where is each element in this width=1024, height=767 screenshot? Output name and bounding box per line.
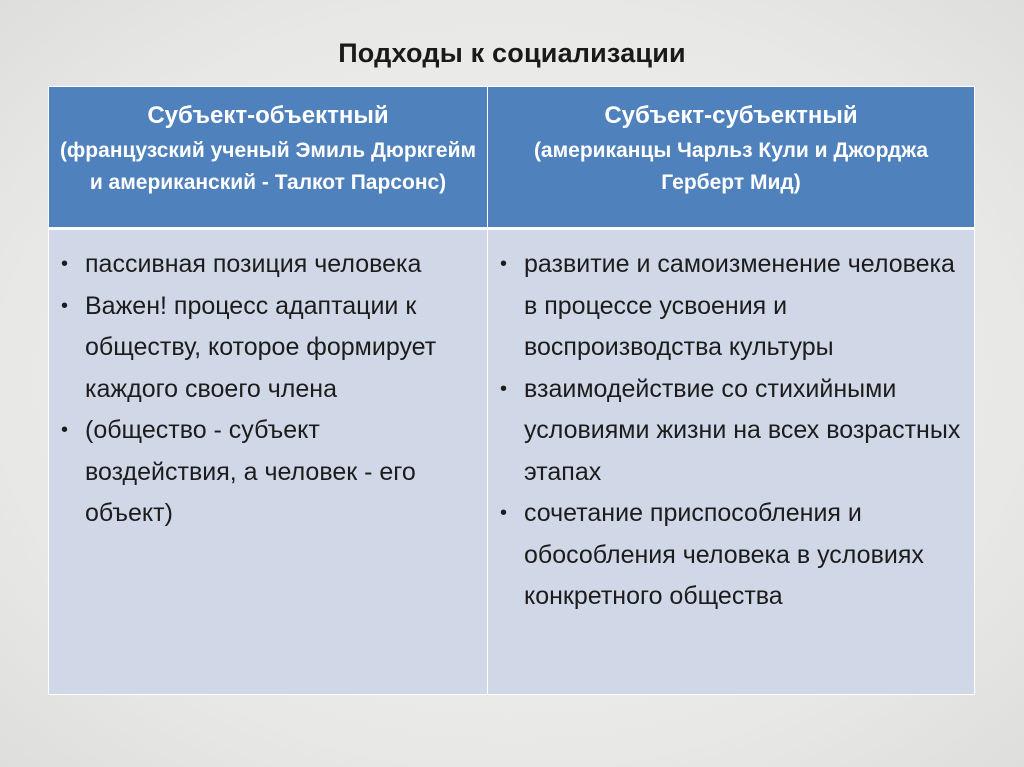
slide-title: Подходы к социализации: [338, 38, 686, 68]
column-subheading: (американцы Чарльз Кули и Джорджа Герберт Мид): [533, 139, 929, 194]
comparison-table: [48, 86, 975, 695]
bullet-list: [59, 244, 477, 535]
bullet-icon: •: [61, 419, 69, 441]
column-heading: Субъект-субъектный: [604, 102, 858, 129]
list-item-text: взаимодействие со стихийными условиями жизни на всех возрастных этапах: [524, 374, 961, 486]
bullet-icon: •: [500, 253, 508, 275]
bullet-icon: •: [500, 377, 508, 400]
column-cell-subject-subject: [488, 229, 975, 695]
list-item-text: развитие и самоизменение человека в процессе усвоения и воспроизводства культуры: [524, 250, 955, 361]
bullet-icon: •: [61, 294, 69, 317]
column-heading: Субъект-объектный: [147, 102, 389, 129]
list-item-text: сочетание приспособления и обособления человека в условиях конкретного общества: [524, 499, 924, 610]
list-item-text: (общество - субъект воздействия, а человек - его объект): [85, 416, 416, 527]
table-header-row: [49, 87, 975, 229]
list-item: [59, 244, 477, 286]
list-item: [498, 369, 964, 494]
bullet-list: [498, 244, 964, 618]
table-body-row: [49, 229, 975, 695]
column-cell-subject-object: [49, 229, 488, 695]
list-item: [498, 244, 964, 369]
list-item: [498, 493, 964, 618]
bullet-icon: •: [61, 253, 69, 275]
list-item: [59, 286, 477, 411]
list-item: [59, 410, 477, 535]
column-subheading: (французский ученый Эмиль Дюркгейм и американский - Талкот Парсонс): [59, 139, 477, 194]
bullet-icon: •: [500, 502, 508, 524]
list-item-text: пассивная позиция человека: [85, 250, 422, 278]
column-header-subject-object: [49, 87, 488, 229]
list-item-text: Важен! процесс адаптации к обществу, которое формирует каждого своего члена: [85, 291, 437, 403]
column-header-subject-subject: [488, 87, 975, 229]
